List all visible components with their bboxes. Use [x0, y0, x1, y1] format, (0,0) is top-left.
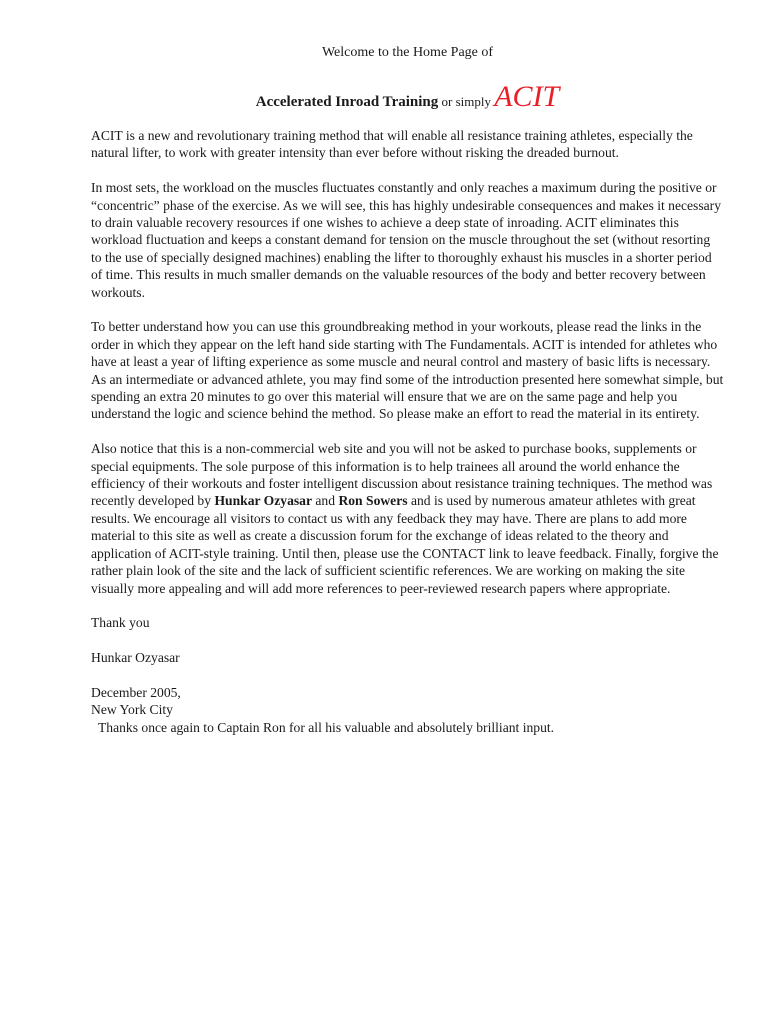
workload-paragraph: In most sets, the workload on the muscles fluctuates constantly and only reaches a maximum during the positive or “concentric” phase of the exercise. As we will see, this has highly undesirable consequences and makes it necessary to drain valuable recovery resources if one wishes to achieve a deep state of inroading. ACIT eliminates this workload fluctuation and keeps a constant demand for tension on the muscle throughout the set (without resorting to the use of specially designed machines) enabling the lifter to thoroughly exhaust his muscles in a shorter period of time. This results in much smaller demands on the valuable resources of the body and better recovery between workouts. [91, 180, 721, 300]
welcome-heading: Welcome to the Home Page of [321, 45, 494, 60]
notice-text-2: and is used by numerous amateur athletes with great results. We encourage all visitors to contact us with any feedback they may have. There are plans to add more material to this site as well as create a discussion forum for the exchange of ideas related to the theory and application of ACIT-style training. Until then, please use the CONTACT link to leave feedback. Finally, forgive the rather plain look of the site and the lack of sufficient scientific references. We are working on making the site visually more appealing and will add more references to peer-reviewed research papers where appropriate. [91, 493, 719, 596]
intro-paragraph: ACIT is a new and revolutionary training method that will enable all resistance training athletes, especially the natural lifter, to work with greater intensity than ever before without risking the dreaded burnout. [91, 128, 693, 161]
site-title [91, 82, 724, 117]
title-full-name: Accelerated Inroad Training [255, 94, 439, 110]
notice-text-1: Also notice that this is a non-commercial web site and you will not be asked to purchase books, supplements or special equipments. The sole purpose of this information is to help trainees all around the world enhance the efficiency of their workouts and foster intelligent discussion about resistance training techniques. The method was recently developed by [91, 441, 713, 509]
acknowledgement-note: Thanks once again to Captain Ron for all his valuable and absolutely brilliant input. [98, 719, 555, 735]
date-text: December 2005, [91, 684, 181, 700]
location-text: New York City [91, 702, 173, 718]
date-location-block [91, 684, 724, 736]
notice-paragraph [91, 440, 724, 597]
author-name-1: Hunkar Ozyasar [214, 493, 312, 509]
author-name-2: Ron Sowers [338, 493, 408, 509]
closing-block [91, 614, 724, 736]
signature-name: Hunkar Ozyasar [91, 650, 180, 666]
instructions-paragraph: To better understand how you can use this groundbreaking method in your workouts, please read the links in the order in which they appear on the left hand side starting with The Fundamentals. ACIT is intended for athletes who have at least a year of lifting experience as some muscle and neural control and mastery of basic lifts is necessary. As an intermediate or advanced athlete, you may find some of the introduction presented here somewhat simple, but spending an extra 20 minutes to go over this material will ensure that we are on the same page and help you understand the logic and science behind the method. So please make an effort to read the material in its entirety. [91, 319, 724, 422]
title-acronym: ACIT [494, 80, 560, 113]
notice-and: and [312, 493, 339, 509]
title-connector: or simply [438, 94, 495, 109]
thank-you-text: Thank you [91, 615, 150, 631]
